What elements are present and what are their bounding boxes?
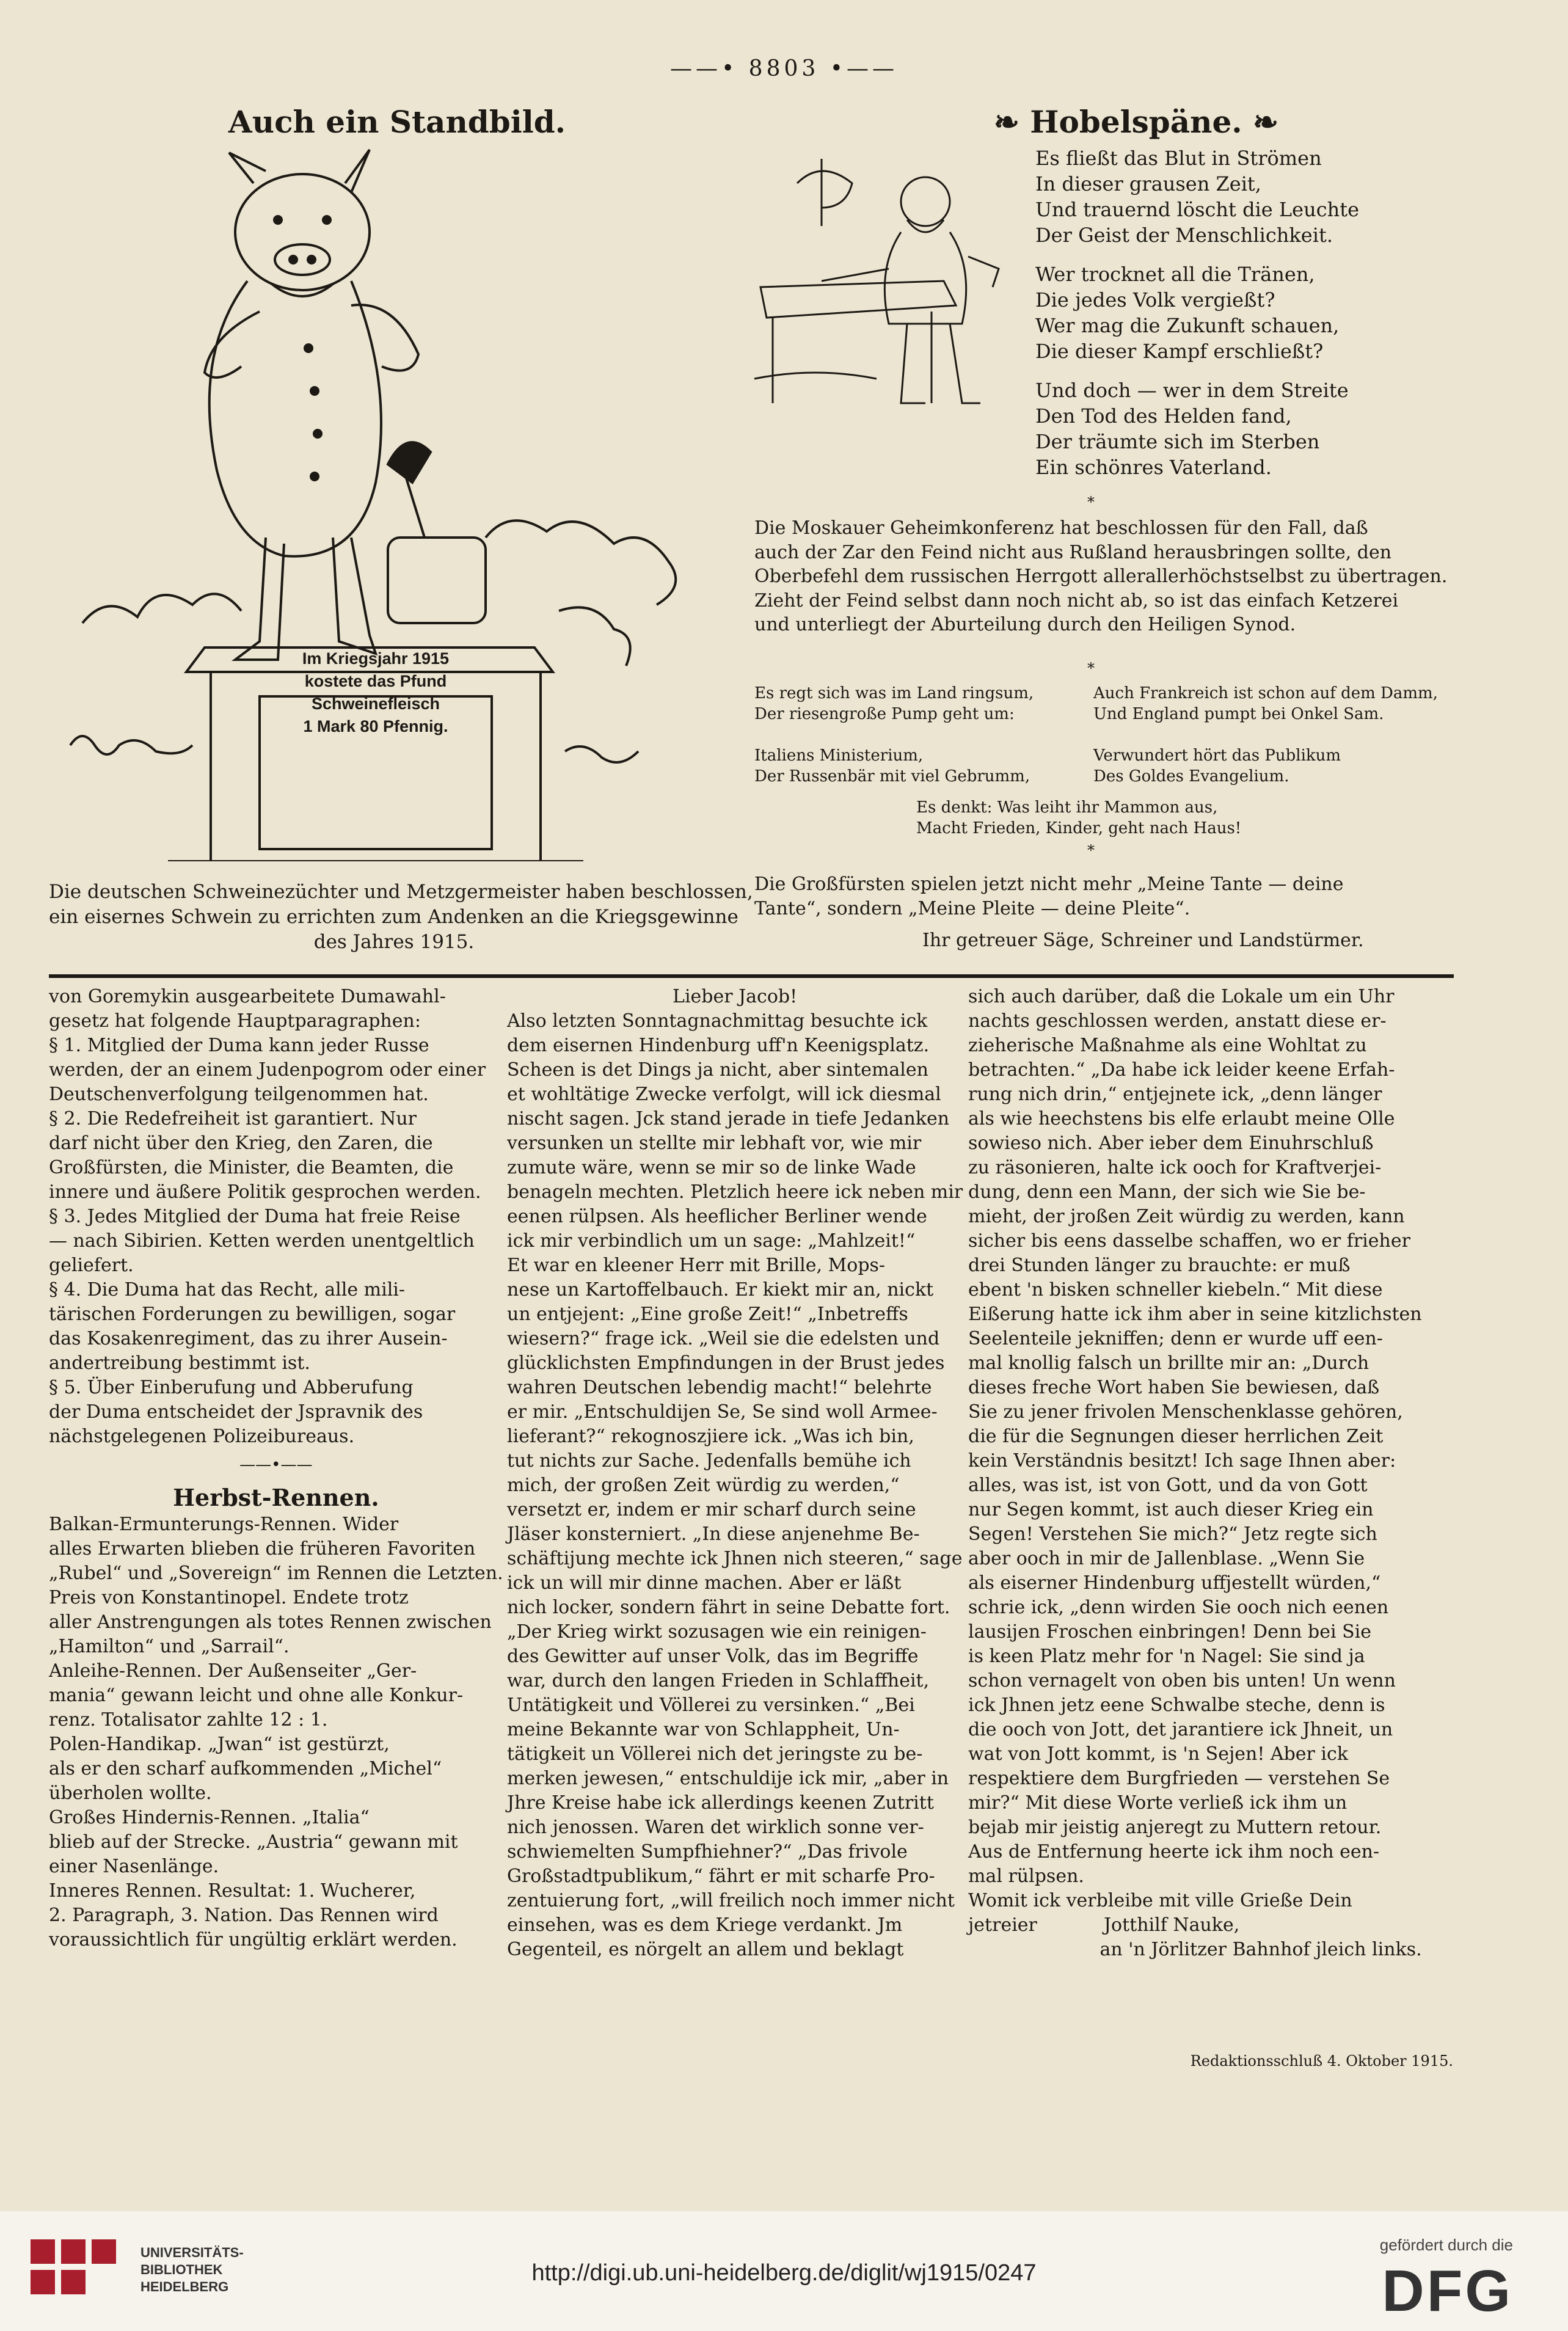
col1-line: das Kosakenregiment, das zu ihrer Ausein- [49, 1328, 448, 1349]
col1-line: § 3. Jedes Mitglied der Duma hat freie Reise [49, 1206, 461, 1227]
col1-line: alles Erwarten blieben die früheren Favoriten [49, 1538, 476, 1559]
letter-greeting: Lieber Jacob! [673, 986, 798, 1007]
col2-line: wiesern?“ frage ick. „Weil sie die edelsten und [507, 1328, 940, 1349]
col1-line: aller Anstrengungen als totes Rennen zwischen [49, 1611, 492, 1633]
col1-line: von Goremykin ausgearbeitete Dumawahl- [49, 986, 446, 1007]
prose-line: auch der Zar den Feind nicht aus Rußland herausbringen sollte, den [754, 541, 1392, 563]
closing-line [968, 1913, 1422, 1938]
col2-line: dem eisernen Hindenburg uff'n Keenigsplatz. [507, 1035, 930, 1056]
col3-line: mieht, der jroßen Zeit würdig zu werden, kann [968, 1206, 1405, 1227]
col3-line: kein Verständnis besitzt! Ich sage Ihnen aber: [968, 1450, 1396, 1472]
col1-line: der Duma entscheidet der Jspravnik des [49, 1401, 423, 1423]
verse-line: Der Russenbär mit viel Gebrumm, [754, 767, 1030, 786]
poem-line: Die jedes Volk vergießt? [1035, 288, 1275, 312]
star-divider: * [1087, 494, 1095, 511]
herbst-rennen-heading: Herbst-Rennen. [173, 1484, 379, 1511]
col3-line: als wie heechstens bis elfe erlaubt meine Olle [968, 1108, 1395, 1129]
prose-line: Oberbefehl dem russischen Herrgott allerallerhöchstselbst zu übertragen. [754, 566, 1448, 587]
col2-line: nese un Kartoffelbauch. Er kiekt mir an, nickt [507, 1279, 934, 1300]
verse-line: Italiens Ministerium, [754, 746, 924, 765]
col1-line: innere und äußere Politik gesprochen werden. [49, 1181, 481, 1203]
col3-line: schrie ick, „denn wirden Sie ooch nich eenen [968, 1597, 1389, 1618]
verse-line: Des Goldes Evangelium. [1093, 767, 1289, 786]
col3-line: Eißerung hatte ick ihm aber in seine kitzlichsten [968, 1304, 1422, 1325]
prose-line: und unterliegt der Aburteilung durch den Heiligen Synod. [754, 614, 1296, 635]
col1-line: renz. Totalisator zahlte 12 : 1. [49, 1709, 328, 1731]
moskau-paragraph [754, 516, 1447, 637]
col2-line: schwiemelten Sumpfhiehner?“ „Das frivole [507, 1841, 908, 1862]
col2-line: tätigkeit un Völlerei nich det jeringste zu be- [507, 1743, 923, 1765]
col3-line: zieherische Maßnahme als eine Wohltat zu [968, 1035, 1367, 1056]
verse-block-right [1093, 683, 1438, 787]
col1-line: Balkan-Ermunterungs-Rennen. Wider [49, 1514, 399, 1535]
col2-line: versetzt er, indem er mir scharf durch seine [507, 1499, 916, 1520]
col3-line: als eiserner Hindenburg uffjestellt würden,“ [968, 1572, 1381, 1594]
poem-stanza [1035, 261, 1359, 364]
closing-place: an 'n Jörlitzer Bahnhof jleich links. [1099, 1939, 1422, 1960]
plaque-line: Schweinefleisch [311, 695, 440, 713]
col3-line: sowieso nich. Aber ieber dem Einuhrschluß [968, 1133, 1374, 1154]
col3-line: nur Segen kommt, ist auch dieser Krieg ein [968, 1499, 1374, 1520]
plaque-line: Im Kriegsjahr 1915 [302, 649, 450, 668]
col2-line: merken jewesen,“ entschuldije ick mir, „aber in [507, 1768, 949, 1789]
col3-line: dung, denn een Mann, der sich wie Sie be- [968, 1181, 1366, 1203]
carpenter-illustration [748, 147, 1011, 415]
col3-line: alles, was ist, ist von Gott, und da von Gott [968, 1475, 1368, 1496]
plaque-line: kostete das Pfund [304, 672, 447, 690]
col2-line: schäftijung mechte ick Jhnen nich steeren,“ sage [507, 1548, 963, 1569]
dfg-logo: DFG [1382, 2258, 1513, 2324]
prose-line: Tante“, sondern „Meine Pleite — deine Pleite“. [754, 897, 1191, 919]
col1-line: überholen wollte. [49, 1782, 212, 1804]
poem-stanza [1035, 145, 1359, 248]
prose-line: Die Moskauer Geheimkonferenz hat beschlossen für den Fall, daß [754, 517, 1368, 539]
verse-block-end [916, 797, 1241, 839]
col2-line: mich, der großen Zeit würdig zu werden,“ [507, 1475, 900, 1496]
col3-line: mal rülpsen. [968, 1866, 1084, 1887]
separator-ornament: ——•—— [239, 1456, 313, 1474]
verse-line: Auch Frankreich ist schon auf dem Damm, [1093, 684, 1438, 702]
col3-line: Segen! Verstehen Sie mich?“ Jetz regte sich [968, 1523, 1377, 1545]
col2-line: Et war en kleener Herr mit Brille, Mops- [507, 1255, 886, 1276]
poem-stanza [1035, 378, 1359, 480]
col3-line: bejab mir jeistig anjeregt zu Muttern retour. [968, 1817, 1382, 1838]
col3-line: sicher bis eens dasselbe schaffen, wo er frieher [968, 1230, 1410, 1252]
col2-line: Jläser konsterniert. „In diese anjenehme Be- [507, 1523, 920, 1545]
caption-line: ein eisernes Schwein zu errichten zum Andenken an die Kriegsgewinne [49, 906, 738, 928]
col2-line: Großstadtpublikum,“ fährt er mit scharfe Pro- [507, 1866, 935, 1887]
verse-line: Und England pumpt bei Onkel Sam. [1093, 705, 1384, 723]
col2-line: Also letzten Sonntagnachmittag besuchte ick [507, 1010, 928, 1032]
hobel-signature: Ihr getreuer Säge, Schreiner und Landstürmer. [922, 930, 1364, 951]
col2-line: zentuierung fort, „will freilich noch immer nicht [507, 1890, 955, 1911]
poem-line: Und doch — wer in dem Streite [1035, 379, 1349, 402]
col3-line: ick Jhnen jetz eene Schwalbe steche, denn is [968, 1694, 1385, 1716]
col1-line: nächstgelegenen Polizeibureaus. [49, 1426, 355, 1447]
column-letter-continued [968, 985, 1422, 1962]
col1-line: Inneres Rennen. Resultat: 1. Wucherer, [49, 1880, 416, 1902]
col2-line: meine Bekannte war von Schlappheit, Un- [507, 1719, 900, 1740]
col1-line: Anleihe-Rennen. Der Außenseiter „Ger- [49, 1660, 417, 1682]
verse-line: Es denkt: Was leiht ihr Mammon aus, [916, 798, 1218, 817]
plaque-line: 1 Mark 80 Pfennig. [303, 717, 448, 735]
poem-line: Es fließt das Blut in Strömen [1035, 147, 1322, 170]
hobel-poem [1035, 145, 1359, 494]
col2-line: Scheen is det Dings ja nicht, aber sintemalen [507, 1059, 928, 1081]
col1-line: § 5. Über Einberufung und Abberufung [49, 1377, 414, 1398]
col1-line: tärischen Forderungen zu bewilligen, sogar [49, 1304, 456, 1325]
col2-line: wahren Deutschen lebendig macht!“ belehrte [507, 1377, 932, 1398]
col1-line: mania“ gewann leicht und ohne alle Konkur- [49, 1685, 464, 1706]
closing-name: Jotthilf Nauke, [1104, 1914, 1240, 1936]
col3-line: die ooch von Jott, det jarantiere ick Jhneit, un [968, 1719, 1393, 1740]
verse-line: Verwundert hört das Publikum [1093, 746, 1341, 765]
col3-line: rung nich drin,“ entjejnete ick, „denn länger [968, 1084, 1382, 1105]
poem-line: Ein schönres Vaterland. [1035, 456, 1272, 479]
col3-line: aber ooch in mir de Jallenblase. „Wenn Sie [968, 1548, 1365, 1569]
col1-line: andertreibung bestimmt ist. [49, 1352, 310, 1374]
col2-line: lieferant?“ rekognoszjiere ick. „Was ich bin, [507, 1426, 914, 1447]
col3-line: nachts geschlossen werden, anstatt diese er- [968, 1010, 1387, 1032]
col3-line: schon vernagelt von oben bis unten! Un wenn [968, 1670, 1396, 1691]
col3-line: mir?“ Mit diese Worte verließ ick ihm un [968, 1792, 1347, 1814]
col1-line: als er den scharf aufkommenden „Michel“ [49, 1758, 442, 1779]
col1-line: § 1. Mitglied der Duma kann jeder Russe [49, 1035, 429, 1056]
col1-line: gesetz hat folgende Hauptparagraphen: [49, 1010, 421, 1032]
col2-line: des Gewitter auf unser Volk, das im Begriffe [507, 1646, 919, 1667]
hobelspaene-title: ❧ Hobelspäne. ❧ [993, 104, 1279, 140]
pedestal-plaque [293, 648, 458, 738]
star-divider: * [1087, 842, 1095, 859]
col3-line: die für die Segnungen dieser herrlichen Zeit [968, 1426, 1384, 1447]
caption-line: des Jahres 1915. [313, 931, 475, 953]
col2-line: „Der Krieg wirkt sozusagen wie ein reinigen- [507, 1621, 927, 1643]
col2-line: Gegenteil, es nörgelt an allem und beklagt [507, 1939, 904, 1960]
caption-line: Die deutschen Schweinezüchter und Metzgermeister haben beschlossen, [49, 881, 753, 903]
col2-line: un entjejent: „Eine große Zeit!“ „Inbetreffs [507, 1304, 908, 1325]
col1-line: voraussichtlich für ungültig erklärt werden. [49, 1929, 458, 1950]
col1-line: einer Nasenlänge. [49, 1856, 219, 1877]
col3-line: mal knollig falsch un brillte mir an: „Durch [968, 1352, 1369, 1374]
col2-line: versunken un stellte mir lebhaft vor, wie mir [507, 1133, 922, 1154]
column-lieber-jacob [507, 985, 963, 1962]
standbild-caption [49, 880, 753, 955]
col2-line: nischt sagen. Jck stand jerade in tiefe Jedanken [507, 1108, 950, 1129]
col2-line: war, durch den langen Frieden in Schlaffheit, [507, 1670, 930, 1691]
col2-line: Jhre Kreise habe ick allerdings keenen Zutritt [507, 1792, 934, 1814]
col1-line: § 2. Die Redefreiheit ist garantiert. Nur [49, 1108, 417, 1129]
col1-line: Deutschenverfolgung teilgenommen hat. [49, 1084, 429, 1105]
prose-line: Zieht der Feind selbst dann noch nicht ab, so ist das einfach Ketzerei [754, 589, 1399, 611]
col2-line: nich jenossen. Waren det wirklich sonne ver- [507, 1817, 924, 1838]
pig-statue-illustration [58, 147, 730, 861]
section-rule [49, 974, 1454, 978]
verse-line: Es regt sich was im Land ringsum, [754, 684, 1034, 702]
poem-line: Den Tod des Helden fand, [1035, 404, 1292, 428]
grossfuersten-paragraph [754, 872, 1343, 921]
poem-line: In dieser grausen Zeit, [1035, 172, 1261, 195]
col1-line: geliefert. [49, 1255, 134, 1276]
col3-line: dieses freche Wort haben Sie bewiesen, daß [968, 1377, 1380, 1398]
col2-line: eenen rülpsen. Als heeflicher Berliner wende [507, 1206, 927, 1227]
footer-bar [0, 2211, 1568, 2331]
col2-line: Untätigkeit und Völlerei zu versinken.“ „Bei [507, 1694, 915, 1716]
col3-line: Womit ick verbleibe mit ville Grieße Dein [968, 1890, 1352, 1911]
col2-line: tut nichts zur Sache. Jedenfalls bemühe ich [507, 1450, 911, 1472]
col2-line: ick mir verbindlich um un sage: „Mahlzeit!“ [507, 1230, 916, 1252]
funded-by-label: gefördert durch die [1379, 2236, 1513, 2254]
col2-line: et wohltätige Zwecke verfolgt, will ick diesmal [507, 1084, 941, 1105]
library-line: UNIVERSITÄTS- [140, 2245, 244, 2260]
col1-line: darf nicht über den Krieg, den Zaren, die [49, 1133, 433, 1154]
col3-line: lausijen Froschen einbringen! Denn bei Sie [968, 1621, 1372, 1643]
closing-left: jetreier [968, 1914, 1037, 1936]
col1-line: § 4. Die Duma hat das Recht, alle mili- [49, 1279, 406, 1300]
col2-line: ick un will mir dinne machen. Aber er läßt [507, 1572, 902, 1594]
star-divider: * [1087, 660, 1095, 677]
library-line: HEIDELBERG [140, 2279, 229, 2294]
verse-line: Der riesengroße Pump geht um: [754, 705, 1015, 723]
standbild-title: Auch ein Standbild. [228, 104, 566, 140]
col2-line: nich locker, sondern fährt in seine Debatte fort. [507, 1597, 950, 1618]
col3-line: is keen Platz mehr for 'n Nagel: Sie sind ja [968, 1646, 1365, 1667]
poem-line: Der träumte sich im Sterben [1035, 430, 1320, 453]
col3-line: wat von Jott kommt, is 'n Sejen! Aber ick [968, 1743, 1349, 1765]
prose-line: Die Großfürsten spielen jetzt nicht mehr „Meine Tante — deine [754, 874, 1344, 895]
col3-line: Seelenteile jekniffen; denn er wurde uff een- [968, 1328, 1383, 1349]
col1-line: „Rubel“ und „Sovereign“ im Rennen die Letzten. [49, 1563, 503, 1584]
col3-line: Sie zu jener frivolen Menschenklasse gehören, [968, 1401, 1403, 1423]
col2-line: benageln mechten. Pletzlich heere ick neben mir [507, 1181, 963, 1203]
poem-line: Die dieser Kampf erschließt? [1035, 340, 1324, 363]
col1-line: 2. Paragraph, 3. Nation. Das Rennen wird [49, 1905, 439, 1926]
col1-line: — nach Sibirien. Ketten werden unentgeltlich [49, 1230, 475, 1252]
col3-line: betrachten.“ „Da habe ick leider keene Erfah- [968, 1059, 1395, 1081]
verse-line: Macht Frieden, Kinder, geht nach Haus! [916, 819, 1242, 837]
col3-line: respektiere dem Burgfrieden — verstehen Se [968, 1768, 1390, 1789]
col1-line: Großfürsten, die Minister, die Beamten, die [49, 1157, 454, 1178]
col3-line: sich auch darüber, daß die Lokale um ein Uhr [968, 986, 1395, 1007]
poem-line: Und trauernd löscht die Leuchte [1035, 198, 1360, 221]
col2-line: er mir. „Entschuldijen Se, Se sind woll Armee- [507, 1401, 938, 1423]
col1-line: werden, der an einem Judenpogrom oder einer [49, 1059, 486, 1081]
col2-line: zumute wäre, wenn se mir so de linke Wade [507, 1157, 916, 1178]
col2-line: glücklichsten Empfindungen in der Brust jedes [507, 1352, 945, 1374]
page-number: ——• 8803 •—— [670, 56, 898, 81]
poem-line: Wer mag die Zukunft schauen, [1035, 314, 1340, 337]
col3-line: drei Stunden länger zu brauchte: er muß [968, 1255, 1351, 1276]
col1-line: Polen-Handikap. „Jwan“ ist gestürzt, [49, 1734, 390, 1755]
col1-line: Großes Hindernis-Rennen. „Italia“ [49, 1807, 370, 1828]
poem-line: Der Geist der Menschlichkeit. [1035, 224, 1333, 247]
col1-line: „Hamilton“ und „Sarrail“. [49, 1636, 290, 1657]
col2-line: einsehen, was es dem Kriege verdankt. Jm [507, 1914, 903, 1936]
col3-line: zu räsonieren, halte ick ooch for Kraftverjei- [968, 1157, 1382, 1178]
redaktionsschluss: Redaktionsschluß 4. Oktober 1915. [1190, 2052, 1453, 2070]
verse-block-left [754, 683, 1034, 787]
poem-line: Wer trocknet all die Tränen, [1035, 263, 1315, 286]
permalink[interactable]: http://digi.ub.uni-heidelberg.de/diglit/wj1915/0247 [531, 2260, 1037, 2286]
col1-line: blieb auf der Strecke. „Austria“ gewann mit [49, 1831, 458, 1853]
col1-line: Preis von Konstantinopel. Endete trotz [49, 1587, 409, 1608]
col3-line: ebent 'n bisken schneller kiebeln.“ Mit diese [968, 1279, 1383, 1300]
library-line: BIBLIOTHEK [140, 2262, 223, 2277]
column-duma-herbst [49, 985, 503, 1952]
col3-line: Aus de Entfernung heerte ick ihm noch een- [968, 1841, 1380, 1862]
